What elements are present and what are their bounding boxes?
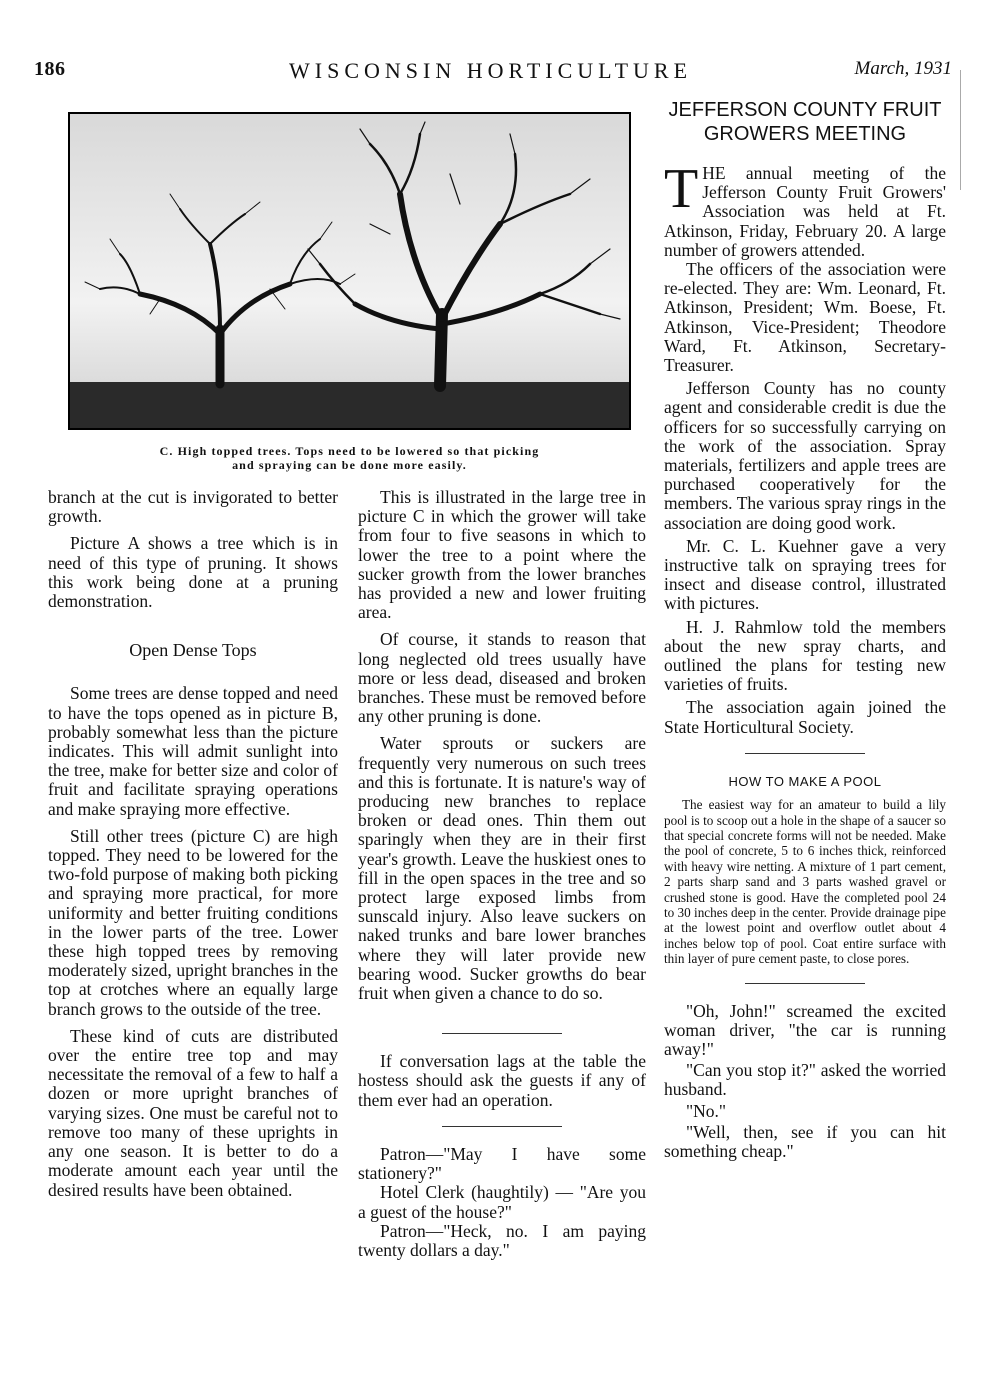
page-header xyxy=(34,58,952,88)
paragraph: The association again joined the State Horticultural Society. xyxy=(664,697,946,737)
issue-date: March, 1931 xyxy=(854,58,952,79)
divider xyxy=(745,753,865,754)
article-heading: JEFFERSON COUNTY FRUIT GROWERS MEETING xyxy=(668,99,942,145)
divider xyxy=(442,1033,562,1034)
joke-line: "Can you stop it?" asked the worried husband. xyxy=(664,1060,946,1100)
joke-line: "Oh, John!" screamed the excited woman driver, "the car is running away!" xyxy=(664,1000,946,1059)
divider xyxy=(442,1126,562,1127)
pool-paragraph: The easiest way for an amateur to build a lily pool is to scoop out a hole in the shape of a saucer so that special concrete forms will not be needed. Make the pool of concrete, 5 to 6 inches thick, reinforced with heavy wire netting. A mixture of 1 part cement, 2 parts sharp sand and 3 parts washed gravel or crushed stone is good. Have the completed pool 24 to 30 inches deep in the center. Provide drainage pipe at the lowest point and overflow outlet about 4 inches below top of pool. Coat entire surface with thin layer of pure cement paste, to close pores. xyxy=(664,797,946,967)
paragraph: Of course, it stands to reason that long neglected old trees usually have more or less dead, diseased and broken branches. These must be removed before any other pruning is done. xyxy=(358,629,646,727)
paragraph: branch at the cut is invigorated to better growth. xyxy=(48,487,338,527)
joke-line: "No." xyxy=(686,1100,727,1121)
column-right xyxy=(664,98,946,1169)
tree-silhouette-illustration xyxy=(70,114,629,428)
divider xyxy=(745,983,865,984)
paragraph: Still other trees (picture C) are high topped. They need to be lowered for the two-fold purpose of making both picking and spraying more practical, for more uniformity and better fruiting conditions in the lower parts of the tree. Lower these high topped trees by removing moderately sized, upright branches in the top at crotches where an equally large branch grows to the outside of the tree. xyxy=(48,825,338,1019)
paragraph: The officers of the association were re-elected. They are: Wm. Leonard, Ft. Atkinson, President; Wm. Boese, Ft. Atkinson, Vice-President; Theodore Ward, Ft. Atkinson, Secretary-Treasurer. xyxy=(664,259,946,376)
paragraph: Some trees are dense topped and need to have the tops opened as in picture B, probably somewhat less than the picture indicates. This will admit sunlight into the tree, make for better size and color of fruit and facilitate spraying operations and make spraying more effective. xyxy=(48,683,338,819)
paragraph: This is illustrated in the large tree in picture C in which the grower will take from four to five seasons in which to lower the tree to a point where the sucker growth from the lower branches has provided a new and lower fruiting area. xyxy=(358,487,646,623)
paragraph: Picture A shows a tree which is in need of this type of pruning. It shows this work being done at a pruning demonstration. xyxy=(48,533,338,612)
paragraph: HE annual meeting of the Jefferson County Fruit Growers' Association was held at Ft. Atkinson, Friday, February 20. A large number of growers attended. xyxy=(664,163,946,260)
drop-cap: T xyxy=(664,158,699,220)
photo-caption xyxy=(70,444,629,472)
journal-title: WISCONSIN HORTICULTURE xyxy=(289,58,693,83)
joke-line: Patron—"Heck, no. I am paying twenty dollars a day." xyxy=(358,1220,646,1260)
column-left xyxy=(48,488,338,1208)
pool-heading: HOW TO MAKE A POOL xyxy=(728,773,882,789)
page-number: 186 xyxy=(34,58,66,80)
paragraph: Jefferson County has no county agent and considerable credit is due the officers for so successfully carrying on the work of the association. Spray materials, fertilizers and apple trees are purchased cooperatively for the members. The various spray rings in the association are doing good work. xyxy=(664,378,946,533)
caption-line-2: and spraying can be done more easily. xyxy=(232,458,467,472)
column-middle xyxy=(358,488,646,1268)
joke-line: Patron—"May I have some stationery?" xyxy=(358,1143,646,1184)
caption-line-1: C. High topped trees. Tops need to be lowered so that picking xyxy=(159,444,540,458)
joke-line: Hotel Clerk (haughtily) — "Are you a guest of the house?" xyxy=(358,1182,646,1222)
joke-line: "Well, then, see if you can hit something cheap." xyxy=(664,1121,946,1161)
paragraph: H. J. Rahmlow told the members about the new spray charts, and outlined the plans for testing new varieties of fruits. xyxy=(664,616,946,695)
section-heading: Open Dense Tops xyxy=(129,640,257,661)
joke-paragraph: If conversation lags at the table the hostess should ask the guests if any of them ever had an operation. xyxy=(358,1051,646,1110)
paragraph: These kind of cuts are distributed over the entire tree top and may necessitate the removal of a few to half a dozen or more upright branches of varying sizes. One must be careful not to remove too many of these uprights in any one season. It is better to do a moderate amount each year until the desired results have been obtained. xyxy=(48,1025,338,1200)
orchard-photo xyxy=(68,112,631,430)
page-edge-line xyxy=(960,70,961,190)
paragraph: Mr. C. L. Kuehner gave a very instructive talk on spraying trees for insect and disease control, illustrated with pictures. xyxy=(664,535,946,614)
paragraph: Water sprouts or suckers are frequently very numerous on such trees and this is fortunate. It is nature's way of producing new branches to replace broken or dead ones. Thin them out sparingly when they are in their first year's growth. Leave the huskiest ones to fill in the open spaces in the tree and so protect large exposed limbs from sunscald injury. Also leave suckers on naked trunks and bare lower branches where they will later provide new bearing wood. Sucker growths do bear fruit when given a chance to do so. xyxy=(358,733,646,1004)
